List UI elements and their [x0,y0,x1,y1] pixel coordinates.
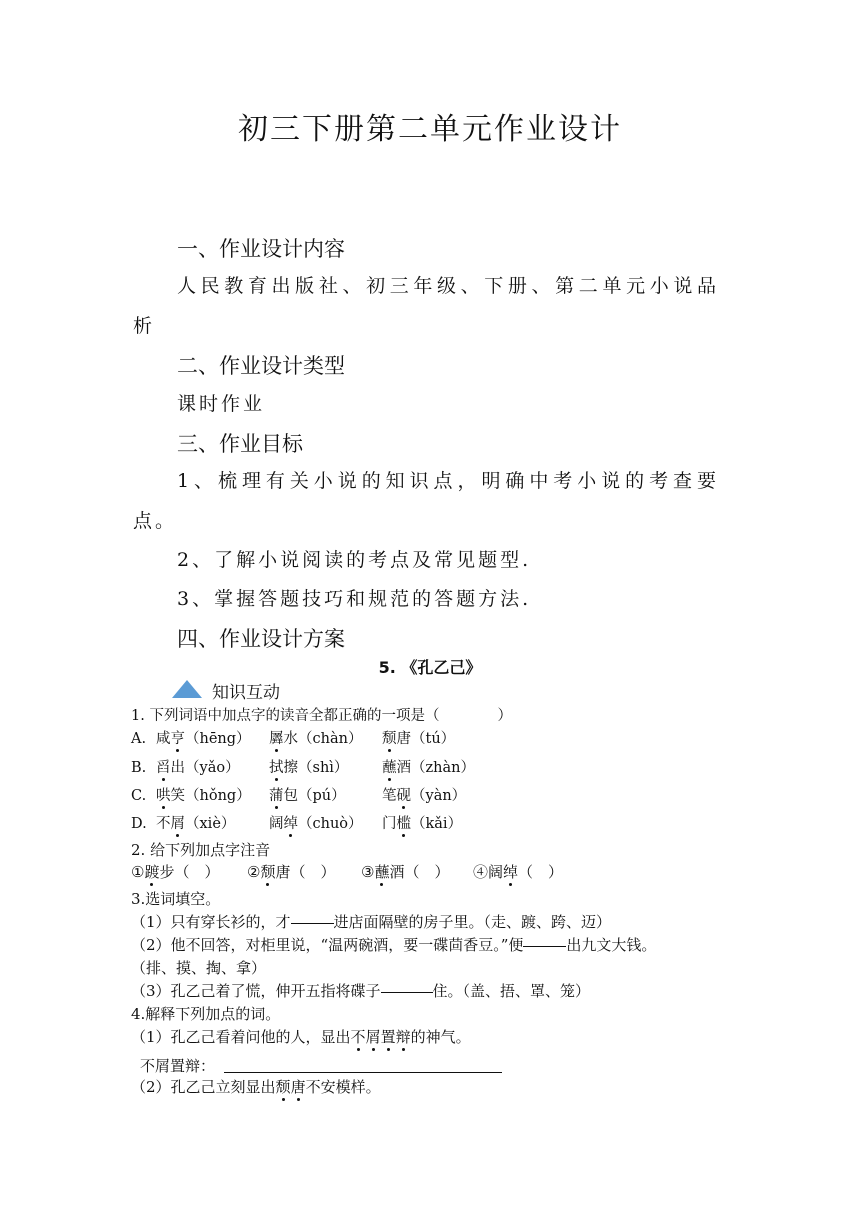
q3-item-3: （3）孔乙己着了慌，伸开五指将碟子 住。（盖、捂、罩、笼） [131,982,591,1000]
option-word: 羼水（chàn） [269,727,382,748]
q1-option-c [131,784,466,805]
dotted-char: 不 [350,1028,366,1046]
dotted-phrase [276,1078,306,1096]
section-heading-type: 二、作业设计类型 [177,354,345,378]
q3-item-1: （1）只有穿长衫的，才 进店面隔壁的房子里。（走、踱、跨、迈） [131,913,612,931]
q2-items [131,861,563,882]
option-letter: A. [131,731,147,747]
q2-item: ③蘸酒（ ） [361,863,450,881]
q4-item-1: （1）孔乙己看着问他的人，显出不屑置辩的神气。 [131,1028,471,1046]
dotted-char: 唐 [290,1078,306,1096]
q2-stem: 2. 给下列加点字注音 [131,841,271,859]
page-title: 初三下册第二单元作业设计 [238,112,622,147]
option-word: 不屑（xiè） [156,812,269,833]
option-letter: C. [131,788,147,804]
option-word: 阔绰（chuò） [269,812,382,833]
option-word: 哄笑（hǒng） [156,784,269,805]
q3-stem: 3.选词填空。 [131,890,221,908]
section-content-line1: 人民教育出版社、初三年级、下册、第二单元小说品 [177,275,719,297]
option-word: 蒲包（pú） [269,784,382,805]
blank-line [381,991,433,993]
option-word: 拭擦（shì） [269,756,382,777]
goal-3: 3、掌握答题技巧和规范的答题方法. [177,588,532,610]
dotted-char: 辩 [395,1028,411,1046]
option-word: 咸亨（hēng） [156,727,269,748]
goal-1-line1: 1、梳理有关小说的知识点，明确中考小说的考查要 [177,470,719,492]
blank-line [291,922,334,924]
q1-option-b [131,756,475,777]
section-content-line2: 析 [133,315,156,337]
section-heading-goals: 三、作业目标 [177,432,303,456]
option-word: 笔砚（yàn） [382,784,466,805]
section-type-text: 课时作业 [177,393,266,415]
q1-option-a [131,727,455,748]
option-word: 蘸酒（zhàn） [382,756,475,777]
option-word: 门槛（kǎi） [382,812,462,833]
option-word: 舀出（yǎo） [156,756,269,777]
q2-item: ④阔绰（ ） [473,863,564,881]
goal-2: 2、了解小说阅读的考点及常见题型. [177,549,532,571]
q4-answer-label: 不屑置辩： [140,1057,216,1075]
section-heading-content: 一、作业设计内容 [177,237,345,261]
blank-line [523,945,566,947]
dotted-phrase [351,1028,411,1046]
answer-line[interactable] [224,1071,502,1073]
dotted-char: 置 [380,1028,396,1046]
q3-item-2-options: （排、摸、掏、拿） [131,959,267,977]
q1-option-d [131,812,462,833]
knowledge-label: 知识互动 [212,683,280,703]
q3-item-2: （2）他不回答，对柜里说，“温两碗酒，要一碟茴香豆。”便 出九文大钱。 [131,936,657,954]
q2-item: ②颓唐（ ） [247,863,336,881]
dotted-char: 屑 [365,1028,381,1046]
lesson-title: 5. 《孔乙己》 [378,658,482,677]
section-heading-plan: 四、作业设计方案 [177,627,345,651]
option-letter: D. [131,816,147,832]
q2-item: ①踱步（ ） [131,863,220,881]
q1-stem: 1. 下列词语中加点字的读音全都正确的一项是（ ） [131,708,512,724]
goal-1-line2: 点。 [133,510,178,532]
option-letter: B. [131,760,147,776]
q4-item-2: （2）孔乙己立刻显出颓唐不安模样。 [131,1078,381,1096]
triangle-icon [172,680,202,698]
dotted-char: 颓 [275,1078,291,1096]
option-word: 颓唐（tú） [382,727,455,748]
q4-stem: 4.解释下列加点的词。 [131,1005,281,1023]
